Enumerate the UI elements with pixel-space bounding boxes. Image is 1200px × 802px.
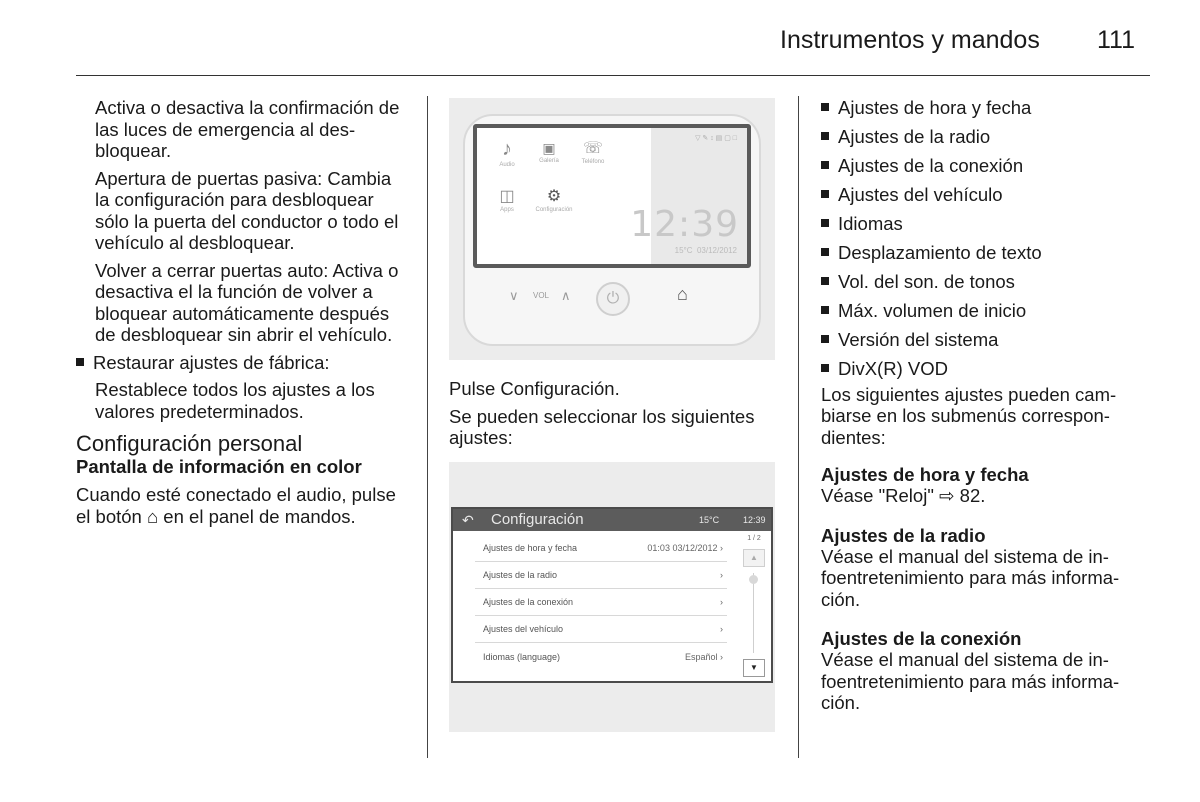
scroll-thumb (749, 575, 758, 584)
settings-icon: ⚙ Configuración (535, 188, 573, 213)
bullet-factory-reset-label: Restaurar ajustes de fábrica: (93, 351, 330, 373)
paragraph-submenus: Los siguientes ajustes pueden cambiarse en los submenús correspondientes: (821, 383, 1117, 448)
paragraph-selectable: Se pueden seleccionar los siguientes ajustes: (449, 405, 755, 448)
list-item: Idiomas (language) Español › (483, 651, 723, 662)
list-item: Ajustes de la conexión › (475, 589, 727, 616)
text-relock: : Activa o desactiva el la función de volver a bloquear automáticamente después de desbloquear sin abrir el vehículo. (95, 259, 399, 345)
list-item: Ajustes de la conexión (821, 155, 1151, 177)
clock-display: 12:39 (630, 204, 739, 245)
term-relock: Volver a cerrar puertas auto (95, 259, 324, 281)
right-column (821, 97, 1151, 720)
list-item: DivX(R) VOD (821, 358, 1151, 380)
music-note-icon: ♪ Audio (499, 138, 515, 168)
list-item: Ajustes del vehículo › (475, 616, 727, 643)
settings-screen (451, 507, 773, 683)
back-arrow-icon: ↶ (462, 512, 474, 528)
apps-icon: ◫ Apps (499, 188, 515, 213)
power-icon: ⏻ (596, 282, 630, 316)
paragraph-passive-doors (76, 168, 406, 254)
bullet-factory-reset (76, 352, 406, 374)
phone-icon: ☏ Teléfono (581, 140, 605, 165)
volume-up-icon: ∧ (561, 288, 571, 303)
radio-home-screen (473, 124, 751, 268)
text-passive-doors: : Cambia la configuración para desbloquear sólo la puerta del conductor o todo el vehículo al desbloquear. (95, 167, 399, 253)
paragraph-press-settings: Pulse Configuración. (449, 378, 620, 399)
radio-panel-image (449, 98, 775, 360)
page-number: 111 (1097, 26, 1136, 54)
page-indicator: 1 / 2 (747, 535, 761, 542)
bullet-square (76, 358, 84, 366)
subsection-connection-title: Ajustes de la conexión (821, 628, 1022, 649)
settings-screen-image (449, 462, 775, 732)
scroll-up-icon: ▲ (743, 549, 765, 567)
column-divider-right (798, 96, 799, 758)
paragraph-relock (76, 260, 406, 346)
paragraph-factory-reset: Restablece todos los ajustes a los valores predeterminados. (95, 379, 375, 422)
paragraph-emergency-lights: Activa o desactiva la confirmación de las luces de emergencia al desbloquear. (95, 97, 400, 161)
list-item: Desplazamiento de texto (821, 242, 1151, 264)
settings-bullet-list (821, 97, 1151, 380)
list-item: Ajustes de hora y fecha (821, 97, 1151, 119)
subsection-radio-title: Ajustes de la radio (821, 524, 986, 546)
middle-text (449, 378, 779, 455)
list-item: Idiomas (821, 213, 1151, 235)
paragraph-audio-button: Cuando esté conectado el audio, pulse el botón ⌂ en el panel de mandos. (76, 484, 396, 527)
section-heading: Configuración personal (76, 431, 303, 456)
running-header-title: Instrumentos y mandos (780, 26, 1040, 54)
gallery-icon: ▣ Galería (539, 140, 559, 164)
subsection-time-date-text: Véase "Reloj" ⇨ 82. (821, 485, 986, 506)
settings-time: 12:39 (743, 515, 766, 525)
scroll-track (753, 573, 754, 653)
home-icon: ⌂ (146, 505, 159, 527)
list-item: Versión del sistema (821, 329, 1151, 351)
settings-scrollbar (739, 535, 769, 681)
scroll-down-icon: ▼ (743, 659, 765, 677)
list-item: Ajustes de la radio (821, 126, 1151, 148)
term-passive-doors: Apertura de puertas pasiva (95, 167, 318, 189)
left-column (76, 97, 406, 533)
volume-down-icon: ∨ (509, 288, 519, 303)
settings-title-bar (453, 509, 771, 531)
home-button-icon: ⌂ (677, 284, 688, 304)
list-item: Ajustes del vehículo (821, 184, 1151, 206)
settings-list (475, 535, 727, 670)
section-subheading: Pantalla de información en color (76, 456, 362, 477)
column-divider-left (427, 96, 428, 758)
status-icons: ▽ ✎ ↕ ▤ ▢ □ (695, 135, 737, 142)
list-item: Máx. volumen de inicio (821, 300, 1151, 322)
subsection-connection-text: Véase el manual del sistema de infoentretenimiento para más información. (821, 649, 1120, 713)
settings-temp: 15°C (699, 515, 720, 525)
subsection-radio-text: Véase el manual del sistema de infoentretenimiento para más información. (821, 545, 1120, 610)
header-rule (76, 75, 1150, 76)
list-item: Ajustes de la radio › (475, 562, 727, 589)
list-item: Vol. del son. de tonos (821, 271, 1151, 293)
clock-date: 15°C 03/12/2012 (674, 246, 737, 255)
list-item: Ajustes de hora y fecha 01:03 03/12/2012 › (475, 535, 727, 562)
subsection-time-date-title: Ajustes de hora y fecha (821, 464, 1029, 485)
settings-title: Configuración (491, 511, 584, 528)
volume-label: VOL (533, 291, 550, 300)
